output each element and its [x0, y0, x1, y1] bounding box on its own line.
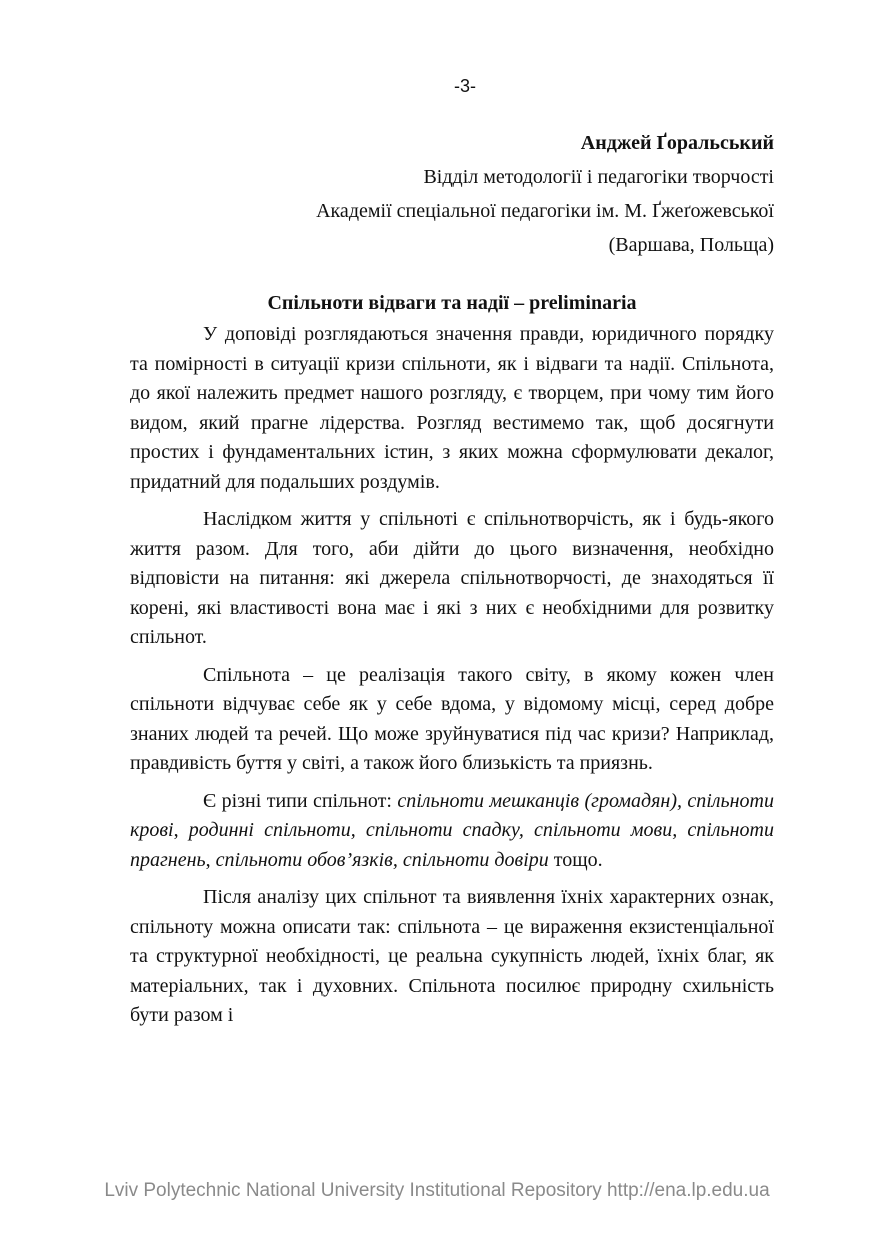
- author-institution: Академії спеціальної педагогіки ім. М. Ґжеґожевської: [316, 200, 774, 222]
- paragraph-4-sep-1: ,: [173, 819, 189, 841]
- author-name: Анджей Ґоральський: [580, 132, 774, 154]
- paragraph-4-intro: Є різні типи спільнот:: [203, 789, 398, 812]
- page-number: -3-: [454, 76, 476, 96]
- repository-footer: Lviv Polytechnic National University Institutional Repository http://ena.lp.edu.ua: [104, 1180, 770, 1201]
- author-department: Відділ методології і педагогіки творчості: [423, 166, 774, 188]
- article-body: [130, 320, 774, 1039]
- author-block: [316, 126, 774, 262]
- paragraph-2: Наслідком життя у спільноті є спільнотворчість, як і будь-якого життя разом. Для того, аби дійти до цього визначення, необхідно відповісти на питання: які джерела спільнотворчості, де знаходяться її корені, які властивості вона має і які з них є необхідними для розвитку спільнот.: [130, 508, 774, 648]
- paragraph-4-sep-2: ,: [205, 848, 216, 871]
- paragraph-4: [130, 787, 774, 876]
- community-types-1: спільноти мешканців (громадян), спільноти крові: [130, 789, 774, 841]
- community-types-2: родинні спільноти, спільноти спадку, спільноти мови, спільноти прагнень: [130, 819, 774, 871]
- author-location: (Варшава, Польща): [608, 234, 774, 256]
- paragraph-3: Спільнота – це реалізація такого світу, в якому кожен член спільноти відчуває себе як у себе вдома, у відомому місці, серед добре знаних людей та речей. Що може зруйнуватися під час кризи? Наприклад, правдивість буття у світі, а також його близькість та приязнь.: [130, 663, 774, 774]
- community-types-3: спільноти обов’язків, спільноти довіри: [215, 848, 549, 871]
- paragraph-4-outro: тощо.: [548, 848, 603, 871]
- article-title: Спільноти відваги та надії – preliminaria: [267, 292, 637, 314]
- paragraph-5: Після аналізу цих спільнот та виявлення їхніх характерних ознак, спільноту можна описати так: спільнота – це вираження екзистенціальної та структурної необхідності, це реальна сукупність людей, їхніх благ, як матеріальних, так і духовних. Спільнота посилює природну схильність бути разом і: [130, 886, 774, 1026]
- paragraph-1: У доповіді розглядаються значення правди, юридичного порядку та помірності в ситуації кризи спільноти, як і відваги та надії. Спільнота, до якої належить предмет нашого розгляду, є творцем, при чому тим його видом, який прагне лідерства. Розгляд вестимемо так, щоб досягнути простих і фундаментальних істин, з яких можна сформулювати декалог, придатний для подальших роздумів.: [130, 323, 774, 493]
